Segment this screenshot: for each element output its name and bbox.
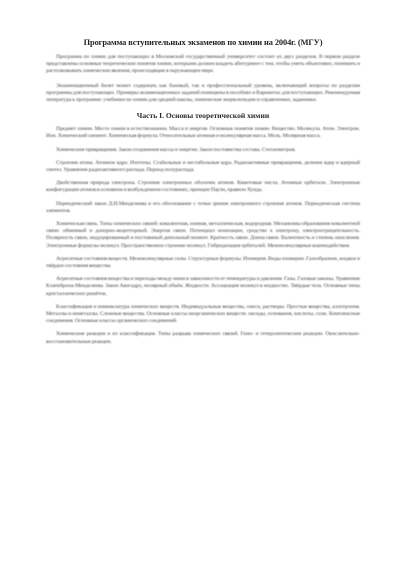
body-paragraph: Химическая связь. Типы химических связей: ковалентная, ионная, металлическая, водородная. Механизмы образования ковалентной связи: обменный и донорно-акцепторный. Энергия связи. Потенциал ионизации, сродство к электрону, электроотрицательность. Полярность связи, индуцированный и постоянный дипольный момент. Кратность связи. Длина связи. Валентность и степень окисления. Электронные формулы молекул. Пространственное строение молекул. Гибридизация орбиталей. Межмолекулярные взаимодействия. — [46, 221, 360, 249]
body-paragraph: Строение атома. Атомное ядро. Изотопы. Стабильные и нестабильные ядра. Радиоактивные превращения, деление ядер и ядерный синтез. Уравнение радиоактивного распада. Период полураспада. — [46, 159, 360, 174]
intro-paragraph: Программа по химии для поступающих в Московский государственный университет состоит из двух разделов. В первом разделе представлены основные теоретические понятия химии, которыми должен владеть абитуриент с тем, чтобы уметь объективно, понимать и растолковывать химические явления, происходящие в окружающем мире. — [46, 54, 360, 75]
body-paragraph: Двойственная природа электрона. Строение электронных оболочек атомов. Квантовые числа. Атомные орбитали. Электронные конфигурации атомов в основном и возбужденном состояниях, принцип Паули, правило Хунда. — [46, 180, 360, 194]
body-paragraph: Предмет химии. Место химии в естествознании. Масса и энергия. Основные понятия химии. Вещество. Молекула. Атом. Электрон. Ион. Химический элемент. Химическая формула. Относительные атомная и молекулярная масса. Моль. Молярная масса. — [46, 126, 360, 140]
intro-paragraph: Экзаменационный билет может содержать как базовый, так и профессиональный уровень, включающий вопросы по разделам программы для поступающих. Примеры экзаменационных заданий помещены в пособиях и Вариантах для поступающих. Рекомендуемая литература к программе: учебники по химии для средней школы, химические энциклопедии и справочники, задачники. — [46, 82, 360, 104]
document-title: Программа вступительных экзаменов по химии на 2004г. (МГУ) — [83, 38, 323, 47]
body-paragraph: Химические реакции и их классификация. Типы разрыва химических связей. Гомо- и гетеролитические реакции. Окислительно-восстановительные реакции. — [46, 331, 360, 345]
section-title: Часть I. Основы теоретической химии — [136, 111, 270, 121]
body-paragraph: Периодический закон Д.И.Менделеева и его обоснование с точки зрения электронного строения атомов. Периодическая система элементов. — [46, 200, 360, 214]
body-paragraph: Агрегатные состояния веществ. Межмолекулярные силы. Структурные формулы. Изомерия. Виды изомерии. Газообразное, жидкое и твёрдое состояния вещества. — [46, 255, 360, 270]
body-paragraph: Классификация и номенклатура химических веществ. Индивидуальные вещества, смеси, растворы. Простые вещества, аллотропия. Металлы и неметаллы. Сложные вещества. Основные классы неорганических веществ: оксиды, основания, кислоты, соли. Комплексные соединения. Основные классы органических соединений. — [46, 303, 360, 325]
body-paragraph: Химические превращения. Закон сохранения массы и энергии. Закон постоянства состава. Стехиометрия. — [56, 146, 296, 153]
body-paragraph: Агрегатные состояния вещества и переходы между ними в зависимости от температуры и давления. Газы. Газовые законы. Уравнение Клапейрона-Менделеева. Закон Авогадро, молярный объём. Жидкости. Ассоциация молекул в жидкостях. Твёрдые тела. Основные типы кристаллических решёток. — [46, 276, 360, 297]
